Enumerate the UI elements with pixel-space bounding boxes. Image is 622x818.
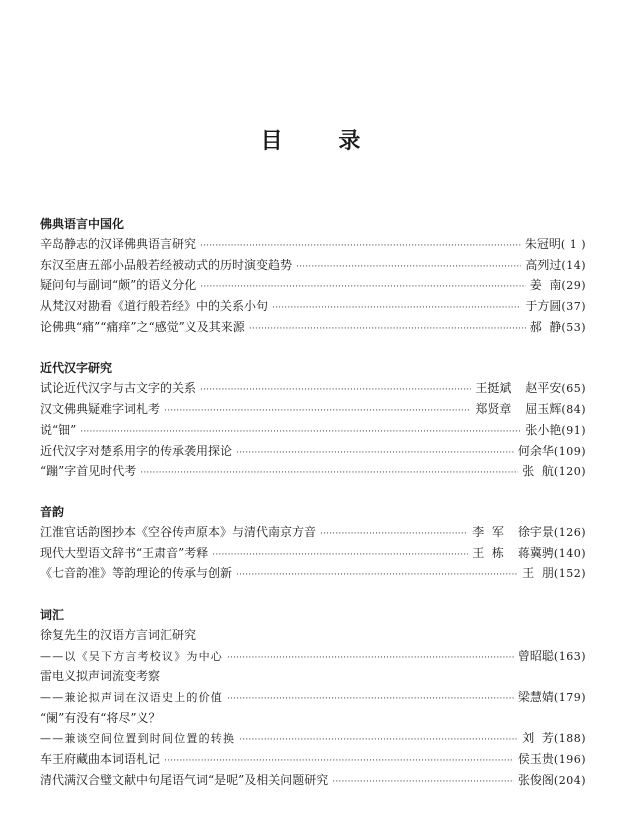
entry-page: (84) — [561, 403, 586, 417]
entry-title: 疑问句与副词“颇”的语义分化 — [40, 278, 197, 293]
entry-page: (53) — [561, 320, 586, 334]
entry-title: 江淮官话韵图抄本《空谷传声原本》与清代南京方音 — [40, 524, 317, 539]
leader-dots — [249, 319, 526, 340]
toc-entry[interactable] — [40, 296, 586, 317]
entry-title: 从梵汉对勘看《道行般若经》中的关系小句 — [40, 299, 269, 314]
entry-subtitle: ——以《吴下方言考校议》为中心 — [40, 649, 223, 663]
toc-entry-subtitle[interactable] — [40, 728, 586, 749]
leader-dots — [239, 730, 518, 751]
toc-entry-subtitle[interactable] — [40, 687, 586, 708]
entry-title: 雷电义拟声词流变考察 — [40, 669, 161, 684]
entry-author: 于方圆 — [525, 299, 562, 314]
entry-title: “阑”有没有“将尽”义？ — [40, 710, 161, 725]
entry-author: 朱冠明 — [524, 237, 561, 251]
entry-page: (179) — [553, 691, 586, 704]
toc-entry[interactable] — [40, 749, 586, 770]
entry-author: 赵平安 — [525, 381, 562, 396]
leader-dots — [227, 689, 514, 710]
entry-page: (109) — [553, 444, 586, 458]
leader-dots — [200, 277, 525, 298]
leader-dots — [164, 751, 514, 772]
entry-author: 张俊阁 — [517, 772, 554, 787]
entry-page: (204) — [553, 773, 586, 787]
toc-entry[interactable] — [40, 234, 586, 255]
entry-subtitle: ——兼论拟声词在汉语史上的价值 — [40, 691, 223, 704]
entry-author: 侯玉贵 — [517, 752, 554, 767]
leader-dots — [272, 298, 521, 319]
entry-title: 论佛典“痛”“痛痒”之“感觉”义及其来源 — [40, 319, 245, 334]
toc-section — [40, 215, 586, 337]
entry-coauthor: 王挺斌 — [475, 381, 512, 396]
entry-author: 梁慧婧 — [517, 690, 554, 704]
entry-page: (196) — [553, 753, 586, 767]
entry-page: (14) — [561, 258, 586, 272]
entry-page: (37) — [561, 300, 586, 314]
entry-author: 郝 静 — [529, 319, 562, 334]
entry-subtitle: ——兼谈空间位置到时间位置的转换 — [40, 732, 236, 746]
leader-dots — [212, 545, 468, 566]
entry-title: 辛岛静志的汉译佛典语言研究 — [40, 237, 197, 251]
entry-author: 徐宇景 — [517, 524, 554, 539]
entry-title: 清代满汉合璧文献中句尾语气词“是呢”及相关问题研究 — [40, 772, 329, 787]
entry-page: (152) — [553, 567, 586, 581]
entry-title: “蹦”字首见时代考 — [40, 464, 137, 479]
entry-coauthor: 李 军 — [472, 524, 504, 539]
toc-section — [40, 606, 586, 791]
leader-dots — [332, 772, 514, 793]
leader-dots — [200, 236, 521, 257]
toc-entry[interactable] — [40, 420, 586, 441]
entry-page: (126) — [553, 525, 586, 539]
entry-author: 曾昭聪 — [517, 648, 554, 663]
leader-dots — [236, 565, 518, 586]
section-title: 佛典语言中国化 — [40, 217, 125, 231]
entry-page: (188) — [553, 732, 586, 746]
toc-entry[interactable] — [40, 461, 586, 482]
toc-entry[interactable] — [40, 543, 586, 564]
entry-title: 汉文佛典疑难字词札考 — [40, 402, 161, 417]
entry-title: 《七音韵准》等韵理论的传承与创新 — [40, 566, 233, 581]
leader-dots — [236, 443, 514, 464]
entry-title: 东汉至唐五部小品般若经被动式的历时演变趋势 — [40, 257, 293, 272]
leader-dots — [227, 648, 514, 669]
toc-section — [40, 359, 586, 481]
entry-title: 现代大型语文辞书“王肃音”考释 — [40, 545, 209, 560]
entry-author: 何余华 — [517, 443, 554, 458]
entry-author: 姜 南 — [529, 278, 562, 293]
leader-dots — [80, 422, 521, 443]
leader-dots — [200, 380, 471, 401]
toc-entry[interactable] — [40, 441, 586, 462]
toc-entry[interactable] — [40, 275, 586, 296]
toc-entry[interactable] — [40, 770, 586, 791]
entry-coauthor: 郑贤章 — [475, 402, 512, 417]
entry-author: 刘 芳 — [522, 731, 554, 746]
entry-page: (120) — [553, 465, 586, 479]
section-title: 词汇 — [40, 607, 65, 622]
toc-entry-heading[interactable] — [40, 708, 586, 729]
toc-entry[interactable] — [40, 378, 586, 399]
toc-entry[interactable] — [40, 255, 586, 276]
entry-author: 高列过 — [525, 257, 562, 272]
toc-entry[interactable] — [40, 563, 586, 584]
entry-title: 近代汉字对楚系用字的传承袭用探论 — [40, 443, 233, 458]
entry-author: 张 航 — [522, 464, 554, 479]
leader-dots — [320, 524, 468, 545]
table-of-contents — [40, 215, 586, 812]
toc-entry-subtitle[interactable] — [40, 646, 586, 667]
toc-entry-heading[interactable] — [40, 625, 586, 646]
entry-page: ( 1 ) — [560, 238, 586, 251]
entry-page: (163) — [553, 649, 586, 663]
entry-title: 徐复先生的汉语方言词汇研究 — [40, 627, 197, 642]
entry-coauthor: 王 栋 — [472, 545, 504, 560]
toc-section — [40, 503, 586, 584]
entry-title: 车王府藏曲本词语札记 — [40, 752, 161, 767]
section-title: 近代汉字研究 — [40, 361, 113, 376]
toc-entry-heading[interactable] — [40, 666, 586, 687]
entry-author: 王 朋 — [522, 566, 554, 581]
entry-title: 试论近代汉字与古文字的关系 — [40, 381, 197, 396]
entry-page: (65) — [561, 382, 586, 396]
toc-entry[interactable] — [40, 317, 586, 338]
entry-author: 张小艳 — [525, 422, 562, 437]
toc-entry[interactable] — [40, 522, 586, 543]
entry-title: 说“钿” — [40, 422, 77, 437]
entry-page: (140) — [553, 546, 586, 560]
leader-dots — [140, 463, 518, 484]
entry-page: (91) — [561, 423, 586, 437]
toc-entry[interactable] — [40, 399, 586, 420]
leader-dots — [296, 257, 521, 278]
section-title: 音韵 — [40, 504, 65, 519]
page-title: 目 录 — [260, 129, 362, 154]
entry-author: 蒋冀骋 — [517, 545, 554, 560]
leader-dots — [164, 401, 471, 422]
entry-page: (29) — [561, 279, 586, 293]
entry-author: 屈玉辉 — [525, 402, 562, 417]
